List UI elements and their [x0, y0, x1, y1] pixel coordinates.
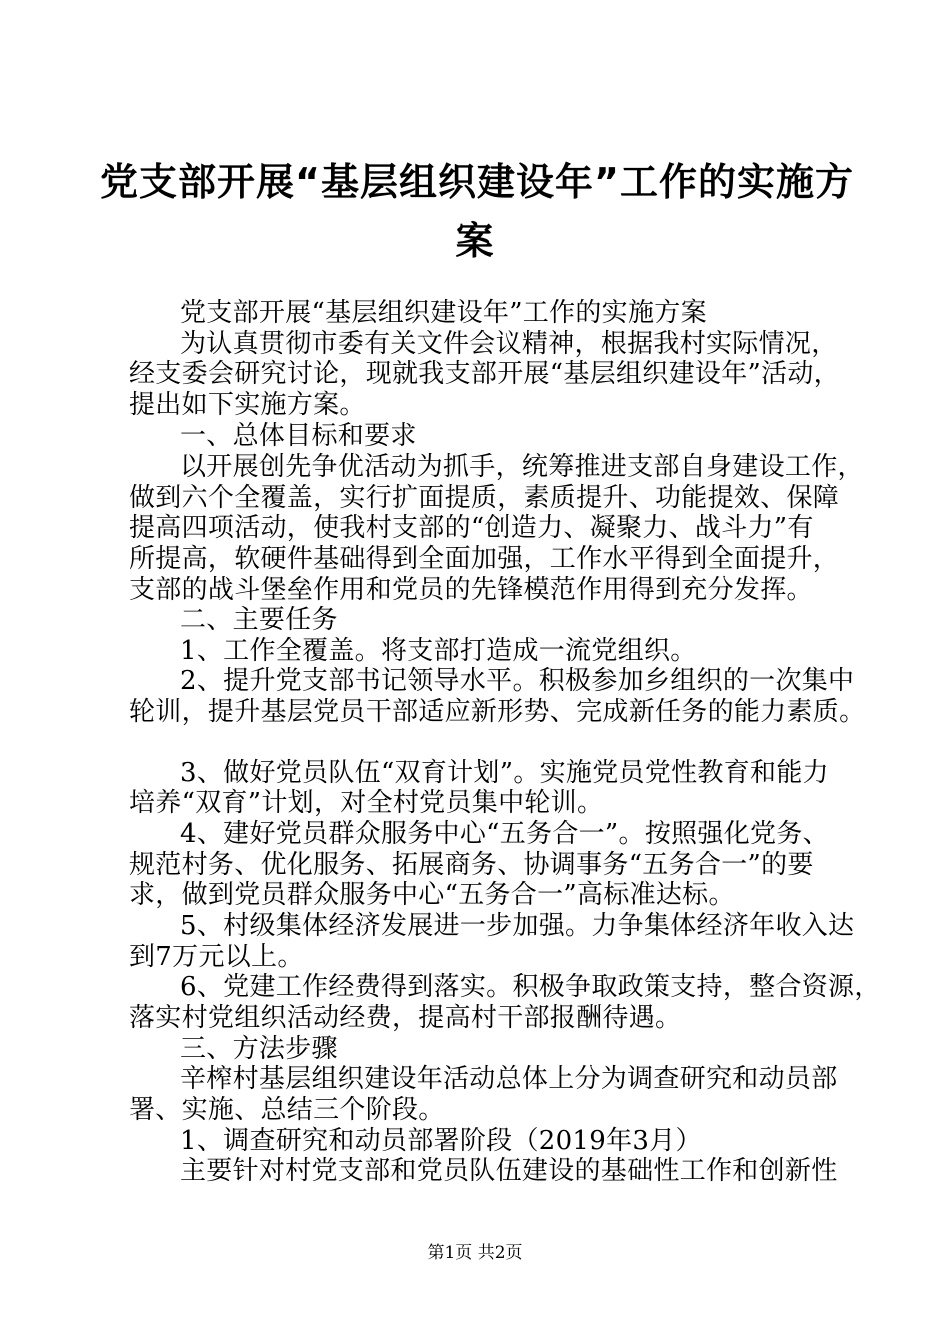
body-line: 以开展创先争优活动为抓手，统筹推进支部自身建设工作， — [180, 452, 864, 482]
body-line: 署、实施、总结三个阶段。 — [129, 1095, 445, 1125]
document-title-line-2: 案 — [455, 219, 495, 263]
body-line: 落实村党组织活动经费，提高村干部报酬待遇。 — [129, 1003, 682, 1033]
body-line: 1、工作全覆盖。将支部打造成一流党组织。 — [180, 636, 697, 666]
body-line: 4、建好党员群众服务中心“五务合一”。按照强化党务、 — [180, 819, 829, 849]
section-heading: 二、主要任务 — [180, 605, 338, 635]
body-line: 经支委会研究讨论，现就我支部开展“基层组织建设年”活动， — [129, 359, 840, 389]
body-line: 提高四项活动，使我村支部的“创造力、凝聚力、战斗力”有 — [129, 513, 814, 543]
body-line: 3、做好党员队伍“双育计划”。实施党员党性教育和能力 — [180, 758, 829, 788]
body-line: 党支部开展“基层组织建设年”工作的实施方案 — [180, 298, 707, 328]
body-line: 主要针对村党支部和党员队伍建设的基础性工作和创新性 — [180, 1156, 838, 1186]
body-line: 辛榨村基层组织建设年活动总体上分为调查研究和动员部 — [180, 1064, 838, 1094]
page-number-footer: 第1页 共2页 — [427, 1243, 523, 1263]
body-line: 1、调查研究和动员部署阶段（2019年3月） — [180, 1126, 702, 1156]
body-line: 6、党建工作经费得到落实。积极争取政策支持，整合资源， — [180, 972, 881, 1002]
body-line: 求，做到党员群众服务中心“五务合一”高标准达标。 — [129, 880, 735, 910]
body-line: 2、提升党支部书记领导水平。积极参加乡组织的一次集中 — [180, 666, 855, 696]
section-heading: 三、方法步骤 — [180, 1034, 338, 1064]
body-line: 培养“双育”计划，对全村党员集中轮训。 — [129, 788, 604, 818]
body-line: 支部的战斗堡垒作用和党员的先锋模范作用得到充分发挥。 — [129, 575, 813, 605]
body-line: 5、村级集体经济发展进一步加强。力争集体经济年收入达 — [180, 911, 855, 941]
body-line: 提出如下实施方案。 — [129, 390, 366, 420]
body-line: 到7万元以上。 — [129, 942, 304, 972]
body-line: 为认真贯彻市委有关文件会议精神，根据我村实际情况， — [180, 329, 838, 359]
section-heading: 一、总体目标和要求 — [180, 421, 417, 451]
document-title-line-1: 党支部开展“基层组织建设年”工作的实施方 — [100, 160, 854, 204]
body-line: 轮训，提升基层党员干部适应新形势、完成新任务的能力素质。 — [129, 697, 866, 727]
body-line: 做到六个全覆盖，实行扩面提质，素质提升、功能提效、保障 — [129, 483, 840, 513]
body-line: 规范村务、优化服务、拓展商务、协调事务“五务合一”的要 — [129, 850, 814, 880]
body-line: 所提高，软硬件基础得到全面加强，工作水平得到全面提升， — [129, 544, 840, 574]
